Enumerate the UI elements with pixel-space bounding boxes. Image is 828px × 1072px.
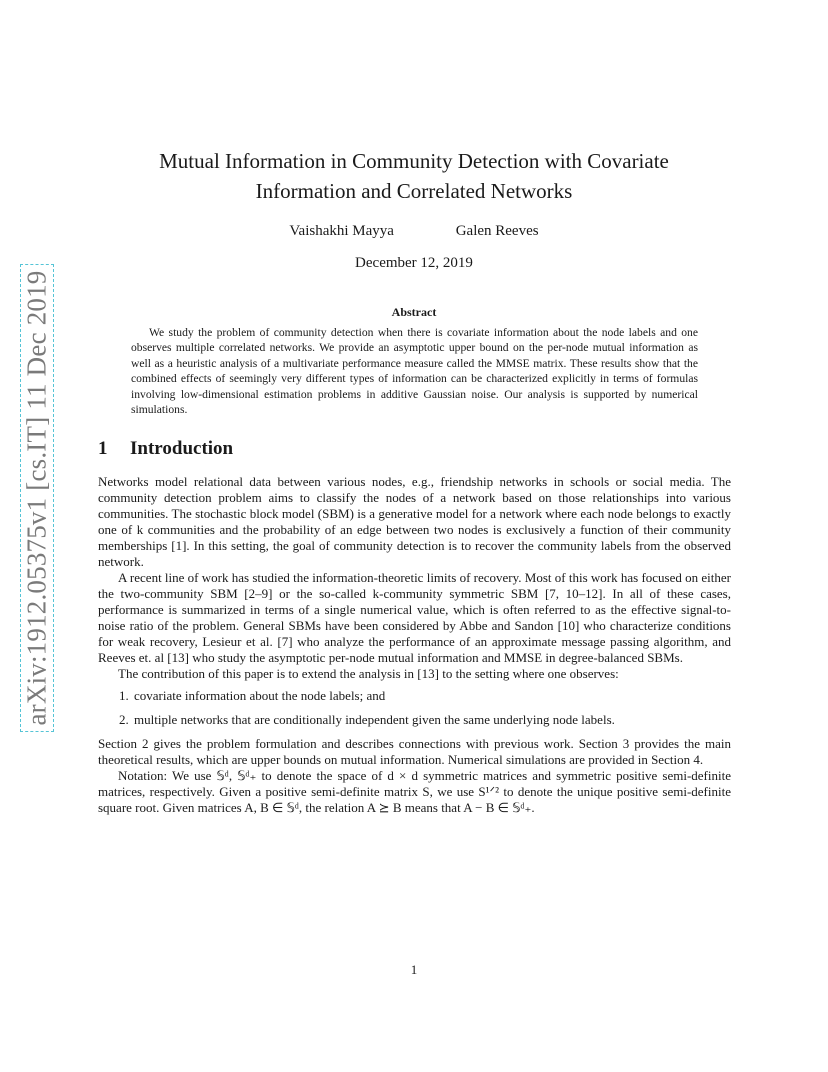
paragraph-2: A recent line of work has studied the information-theoretic limits of recovery. Most of this work has focused on either the two-community SBM [2–9] or the so-called k-community symmetric SBM [7, 10–12]. In all of these cases, performance is summarized in terms of a single numerical value, which is often referred to as the effective signal-to-noise ratio of the problem. General SBMs have been considered by Abbe and Sandon [10] who characterize conditions for weak recovery, Lesieur et al. [7] who analyze the performance of an approximate message passing algorithm, and Reeves et. al [13] who study the asymptotic per-node mutual information and MMSE in degree-balanced SBMs. — [98, 570, 731, 665]
paper-date: December 12, 2019 — [355, 255, 473, 271]
list-item: 1. covariate information about the node labels; and — [132, 688, 731, 704]
paper-title — [0, 146, 828, 206]
abstract-heading: Abstract — [391, 305, 437, 319]
contribution-list — [98, 688, 731, 728]
arxiv-stamp: arXiv:1912.05375v1 [cs.IT] 11 Dec 2019 — [21, 270, 52, 726]
abstract-text: We study the problem of community detection when there is covariate information about the node labels and one observes multiple correlated networks. We provide an asymptotic upper bound on the per-node mutual information as well as a heuristic analysis of a multivariate performance measure called the MMSE matrix. These results show that the combined effects of seemingly very different types of information can be characterized explicitly in terms of formulas involving low-dimensional estimation problems in additive Gaussian noise. Our analysis is supported by numerical simulations. — [131, 326, 698, 417]
section-title: Introduction — [130, 438, 234, 459]
title-line-2: Information and Correlated Networks — [255, 179, 573, 203]
section-number: 1 — [98, 438, 108, 459]
paragraph-3: The contribution of this paper is to extend the analysis in [13] to the setting where one observes: — [118, 666, 619, 681]
list-item: 2. multiple networks that are conditionally independent given the same underlying node labels. — [132, 712, 731, 728]
author-1: Vaishakhi Mayya — [289, 223, 394, 239]
page-number: 1 — [410, 962, 418, 977]
authors — [0, 223, 828, 240]
section-heading — [98, 438, 233, 460]
paragraph-4: Section 2 gives the problem formulation and describes connections with previous work. Section 3 provides the main theoretical results, which are upper bounds on mutual information. Numerical simulations are provided in Section 4. — [98, 736, 731, 767]
author-2: Galen Reeves — [455, 223, 539, 239]
title-line-1: Mutual Information in Community Detection with Covariate — [159, 149, 669, 173]
paragraph-notation: Notation: We use 𝕊ᵈ, 𝕊ᵈ₊ to denote the space of d × d symmetric matrices and symmetric positive semi-definite matrices, respectively. Given a positive semi-definite matrix S, we use S¹ᐟ² to denote the unique positive semi-definite square root. Given matrices A, B ∈ 𝕊ᵈ, the relation A ⪰ B means that A − B ∈ 𝕊ᵈ₊. — [98, 768, 731, 815]
paragraph-1: Networks model relational data between various nodes, e.g., friendship networks in schools or social media. The community detection problem aims to classify the nodes of a network based on those relationships into various communities. The stochastic block model (SBM) is a generative model for a network where each node belongs to exactly one of k communities and the probability of an edge between two nodes is exclusively a function of their community memberships [1]. In this setting, the goal of community detection is to recover the community labels from the observed network. — [98, 474, 731, 569]
body-text — [98, 474, 731, 816]
